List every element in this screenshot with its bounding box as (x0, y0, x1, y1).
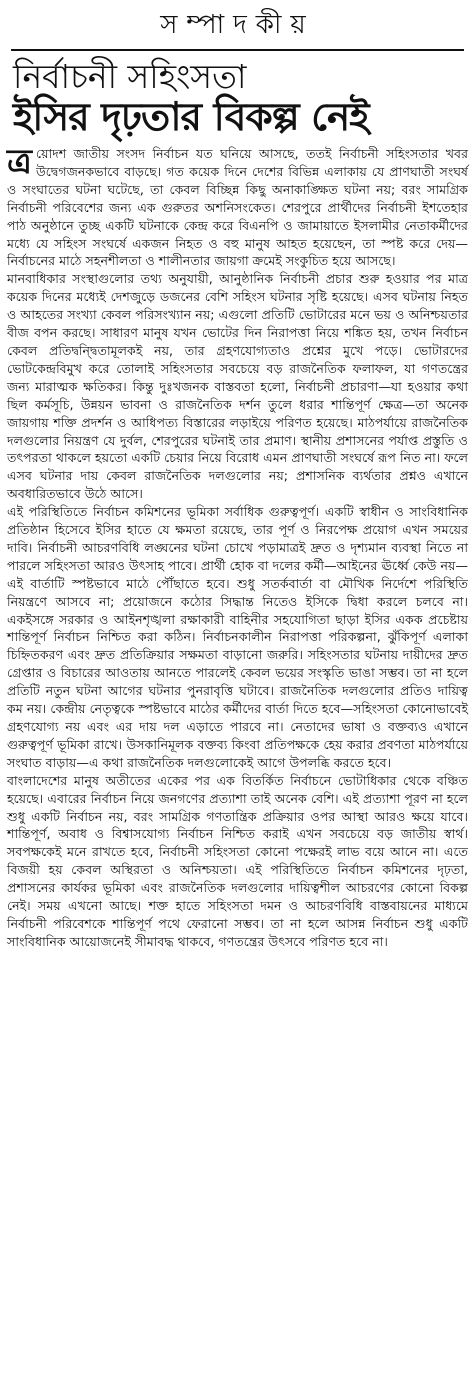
paragraph-4: বাংলাদেশের মানুষ অতীতের একের পর এক বিতর্কিত নির্বাচনে ভোটাধিকার থেকে বঞ্চিত হয়েছে। এবারের নির্বাচন নিয়ে জনগণের প্রত্যাশা তাই অনেক বেশি। এই প্রত্যাশা পূরণ না হলে শুধু একটি নির্বাচন নয়, বরং সামগ্রিক গণতান্ত্রিক প্রক্রিয়ার ওপর আস্থা আরও ক্ষয়ে যাবে। শান্তিপূর্ণ, অবাধ ও বিশ্বাসযোগ্য নির্বাচন নিশ্চিত করাই এখন সবচেয়ে বড় জাতীয় স্বার্থ। সবপক্ষকেই মনে রাখতে হবে, নির্বাচনী সহিংসতা কোনো পক্ষেরই লাভ বয়ে আনে না। এতে বিজয়ী হয় কেবল অস্থিরতা ও অনিশ্চয়তা। এই পরিস্থিতিতে নির্বাচন কমিশনের দৃঢ়তা, প্রশাসনের কার্যকর ভূমিকা এবং রাজনৈতিক দলগুলোর দায়িত্বশীল আচরণের কোনো বিকল্প নেই। সময় এখনো আছে। শক্ত হাতে সহিংসতা দমন ও আচরণবিধি বাস্তবায়নের মাধ্যমে নির্বাচনী পরিবেশকে শান্তিপূর্ণ পথে ফেরানো সম্ভব। তা না হলে আসন্ন নির্বাচন শুধু একটি সাংবিধানিক আয়োজনেই সীমাবদ্ধ থাকবে, গণতন্ত্রের উৎসবে পরিণত হবে না। (7, 772, 468, 949)
section-label: সম্পাদকীয় (11, 9, 464, 51)
paragraph-1-text: য়োদশ জাতীয় সংসদ নির্বাচন যত ঘনিয়ে আসছে, ততই নির্বাচনী সহিংসতার খবর উদ্বেগজনকভাবে বাড়ছে। গত কয়েক দিনে দেশের বিভিন্ন এলাকায় যে প্রাণঘাতী সংঘর্ষ ও সংঘাতের ঘটনা ঘটেছে, তা কেবল বিচ্ছিন্ন কিছু অনাকাঙ্ক্ষিত ঘটনা নয়; বরং সামগ্রিক নির্বাচনী পরিবেশের জন্য এক গুরুতর অশনিসংকেত। শেরপুরে প্রার্থীদের নির্বাচনী ইশতেহার পাঠ অনুষ্ঠানে তুচ্ছ একটি ঘটনাকে কেন্দ্র করে বিএনপি ও জামায়াতে ইসলামীর নেতাকর্মীদের মধ্যে যে সহিংস সংঘর্ষে একজন নিহত ও বহু মানুষ আহত হয়েছেন, তা স্পষ্ট করে দেয়—নির্বাচনের মাঠে সহনশীলতা ও শালীনতার জায়গা ক্রমেই সংকুচিত হয়ে আসছে। (7, 146, 468, 269)
article-body (7, 142, 468, 951)
paragraph-1 (7, 142, 468, 270)
headline-line-2: ইসির দৃঢ়তার বিকল্প নেই (13, 95, 369, 140)
paragraph-2: মানবাধিকার সংস্থাগুলোর তথ্য অনুযায়ী, আনুষ্ঠানিক নির্বাচনী প্রচার শুরু হওয়ার পর মাত্র কয়েক দিনের মধ্যেই দেশজুড়ে ডজনের বেশি সহিংস ঘটনার সৃষ্টি হয়েছে। এসব ঘটনায় নিহত ও আহতের সংখ্যা কেবল পরিসংখ্যান নয়; এগুলো প্রতিটি ভোটারের মনে ভয় ও অনিশ্চয়তার বীজ বপন করছে। সাধারণ মানুষ যখন ভোটের দিন নিরাপত্তা নিয়ে শঙ্কিত হয়, তখন নির্বাচন কেবল প্রতিদ্বন্দ্বিতামূলকই নয়, তার গ্রহণযোগ্যতাও প্রশ্নের মুখে পড়ে। ভোটারদের ভোটকেন্দ্রবিমুখ করে তোলাই সহিংসতার সবচেয়ে বড় রাজনৈতিক ফলাফল, যা গণতন্ত্রের জন্য মারাত্মক ক্ষতিকর। কিন্তু দুঃখজনক বাস্তবতা হলো, নির্বাচনী প্রচারণা—যা হওয়ার কথা ছিল কর্মসূচি, উন্নয়ন ভাবনা ও রাজনৈতিক দর্শন তুলে ধরার শান্তিপূর্ণ ক্ষেত্র—তা অনেক জায়গায় শক্তি প্রদর্শন ও আধিপত্য বিস্তারের লড়াইয়ে পরিণত হয়েছে। মাঠপর্যায়ে রাজনৈতিক দলগুলোর নিয়ন্ত্রণ যে দুর্বল, শেরপুরের ঘটনাই তার প্রমাণ। স্থানীয় প্রশাসনের পর্যাপ্ত প্রস্তুতি ও তৎপরতা থাকলে হয়তো একটি চেয়ার নিয়ে বিরোধ এমন প্রাণঘাতী সংঘর্ষে রূপ নিত না। ফলে এসব ঘটনার দায় কেবল রাজনৈতিক দলগুলোর নয়; প্রশাসনিক ব্যর্থতার প্রশ্নও এখানে অবধারিতভাবে উঠে আসে। (7, 271, 468, 502)
drop-cap: ত্র (7, 142, 32, 182)
paragraph-3: এই পরিস্থিতিতে নির্বাচন কমিশনের ভূমিকা সর্বাধিক গুরুত্বপূর্ণ। একটি স্বাধীন ও সাংবিধানিক প্রতিষ্ঠান হিসেবে ইসির হাতে যে ক্ষমতা রয়েছে, তার পূর্ণ ও নিরপেক্ষ প্রয়োগ এখন সময়ের দাবি। নির্বাচনী আচরণবিধি লঙ্ঘনের ঘটনা চোখে পড়ামাত্রই দ্রুত ও দৃশ্যমান ব্যবস্থা নিতে না পারলে সহিংসতা আরও উৎসাহ পাবে। প্রার্থী হোক বা দলের কর্মী—আইনের ঊর্ধ্বে কেউ নয়—এই বার্তাটি স্পষ্টভাবে মাঠে পৌঁছাতে হবে। শুধু সতর্কবার্তা বা মৌখিক নির্দেশে পরিস্থিতি নিয়ন্ত্রণে আসবে না; প্রয়োজনে কঠোর সিদ্ধান্ত নিতেও ইসিকে দ্বিধা করলে চলবে না। একইসঙ্গে সরকার ও আইনশৃঙ্খলা রক্ষাকারী বাহিনীর সহযোগিতা ছাড়া ইসির একক প্রচেষ্টায় শান্তিপূর্ণ নির্বাচন নিশ্চিত করা কঠিন। নির্বাচনকালীন নিরাপত্তা পরিকল্পনা, ঝুঁকিপূর্ণ এলাকা চিহ্নিতকরণ এবং দ্রুত প্রতিক্রিয়ার সক্ষমতা বাড়ানো জরুরি। সহিংসতার ঘটনায় দায়ীদের দ্রুত গ্রেপ্তার ও বিচারের আওতায় আনতে পারলেই কেবল ভয়ের সংস্কৃতি ভাঙা সম্ভব। তা না হলে প্রতিটি নতুন ঘটনা আগের ঘটনার পুনরাবৃত্তি ঘটাবে। রাজনৈতিক দলগুলোর প্রতিও দায়িত্ব কম নয়। কেন্দ্রীয় নেতৃত্বকে স্পষ্টভাবে মাঠের কর্মীদের বার্তা দিতে হবে—সহিংসতা কোনোভাবেই গ্রহণযোগ্য নয় এবং এর দায় দল এড়াতে পারবে না। নেতাদের ভাষা ও বক্তব্যও এখানে গুরুত্বপূর্ণ ভূমিকা রাখে। উসকানিমূলক বক্তব্য কিংবা প্রতিপক্ষকে হেয় করার প্রবণতা মাঠপর্যায়ে সংঘাত বাড়ায়—এ কথা রাজনৈতিক দলগুলোকেই আগে উপলব্ধি করতে হবে। (7, 504, 468, 770)
headline-line-1: নির্বাচনী সহিংসতা (13, 57, 247, 96)
